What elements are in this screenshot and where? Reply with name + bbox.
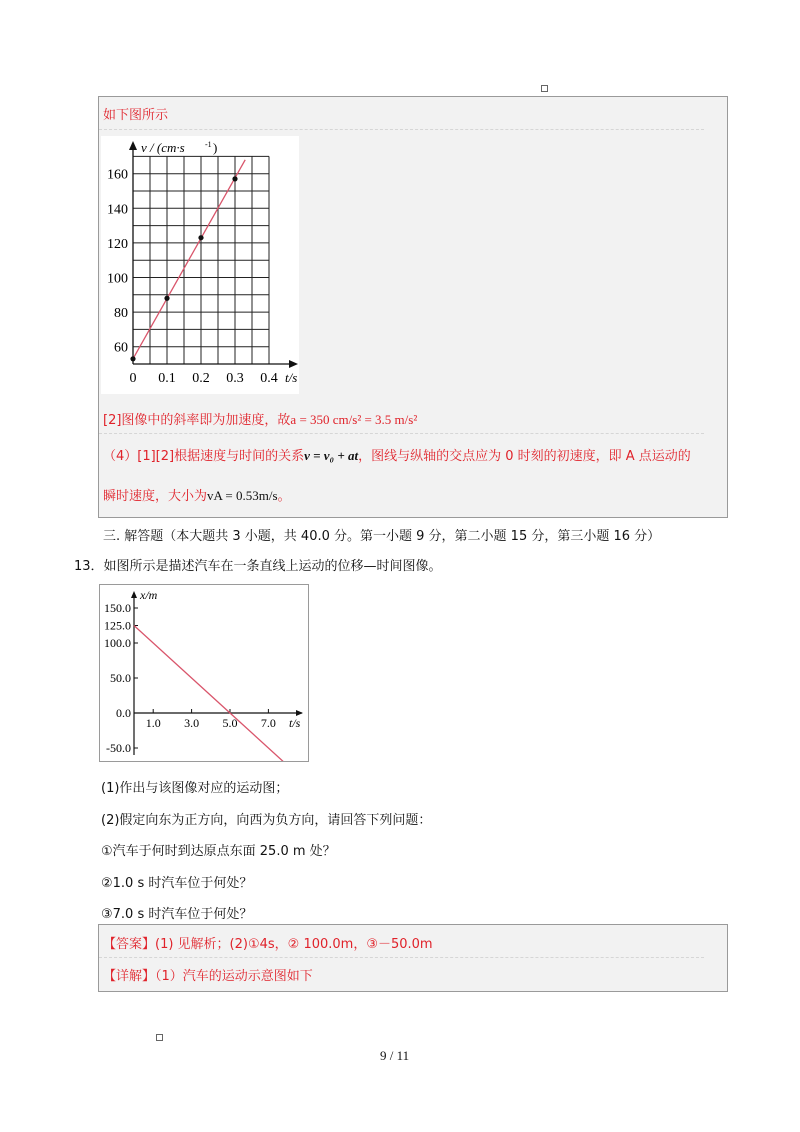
- answer-text: 【答案】(1) 见解析；(2)①4s，② 100.0m，③－50.0m: [103, 937, 433, 952]
- y-tick-label: 0.0: [116, 706, 131, 720]
- y-tick-label: 120: [107, 236, 128, 252]
- x-tick-label: 3.0: [184, 716, 200, 730]
- y-axis-label-close: ): [213, 140, 218, 155]
- data-point: [130, 356, 135, 361]
- position-time-chart: [100, 585, 308, 761]
- sub-question-2: (2)假定向东为正方向，向西为负方向，请回答下列问题：: [101, 813, 432, 828]
- x-tick-label: 1.0: [145, 716, 161, 730]
- detail-text: 【详解】（1）汽车的运动示意图如下: [103, 969, 313, 984]
- y-axis-arrow: [131, 591, 137, 598]
- y-tick-label: 60: [114, 340, 128, 356]
- data-point: [164, 296, 169, 301]
- sub-question-1: (1)作出与该图像对应的运动图；: [101, 781, 289, 796]
- y-axis-label: v / (cm·s: [141, 140, 185, 155]
- x-tick-label: 0.2: [192, 371, 210, 386]
- velocity-time-graph: [101, 136, 299, 394]
- relation-line: [103, 445, 691, 464]
- slope-formula: a = 350 cm/s² = 3.5 m/s²: [290, 412, 418, 427]
- instant-prefix: 瞬时速度，大小为: [103, 489, 208, 504]
- answer-box-1: [98, 96, 728, 518]
- anchor-marker: [541, 85, 548, 92]
- y-tick-label: 100.0: [104, 636, 131, 650]
- slope-line: [103, 409, 417, 428]
- instant-suffix: 。: [277, 489, 291, 504]
- position-line: [134, 626, 288, 762]
- y-tick-label: 80: [114, 306, 128, 322]
- x-axis-label: t/s: [285, 370, 298, 385]
- x-axis-arrow: [289, 360, 298, 368]
- divider: [99, 957, 704, 958]
- relation-prefix: （4）[1][2]根据速度与时间的关系: [103, 449, 305, 464]
- page-number: 9 / 11: [380, 1048, 410, 1063]
- question-number: 13．: [74, 559, 104, 574]
- x-tick-label: 5.0: [222, 716, 238, 730]
- data-point: [198, 235, 203, 240]
- question-a: ①汽车于何时到达原点东面 25.0 m 处？: [101, 844, 336, 859]
- relation-formula: v = v₀ + at: [304, 448, 359, 463]
- position-time-graph: [99, 584, 309, 762]
- y-tick-label: 125.0: [104, 618, 131, 633]
- section-heading: 三. 解答题（本大题共 3 小题，共 40.0 分。第一小题 9 分，第二小题 15 分，第三小题 16 分）: [103, 529, 661, 544]
- question-c: ③7.0 s 时汽车位于何处？: [101, 907, 253, 922]
- y-tick-label: 100: [107, 271, 128, 287]
- divider: [99, 433, 704, 434]
- y-axis-arrow: [129, 141, 137, 150]
- y-axis-label: x/m: [140, 588, 158, 602]
- x-tick-label: 0.1: [158, 371, 176, 386]
- slope-text: [2]图像中的斜率即为加速度，故: [103, 413, 291, 428]
- x-tick-label: 0: [129, 371, 137, 386]
- instant-formula: vA = 0.53m/s: [207, 488, 278, 503]
- x-tick-label: 0.4: [260, 371, 278, 386]
- y-tick-label: 150.0: [104, 601, 131, 615]
- instant-velocity-line: [103, 485, 291, 504]
- y-tick-label: 160: [107, 167, 128, 183]
- x-tick-label: 0.3: [226, 371, 244, 386]
- x-tick-label: 7.0: [260, 716, 276, 730]
- answer-intro: 如下图所示: [103, 108, 169, 123]
- question-13: [74, 555, 442, 574]
- y-axis-label-exponent: -1: [205, 140, 212, 149]
- x-axis-label: t/s: [289, 716, 301, 730]
- answer-box-2: [98, 924, 728, 992]
- relation-suffix: ，图线与纵轴的交点应为 0 时刻的初速度，即 A 点运动的: [358, 449, 691, 464]
- y-tick-label: 140: [107, 202, 128, 218]
- question-b: ②1.0 s 时汽车位于何处？: [101, 876, 253, 891]
- y-tick-label: -50.0: [106, 741, 131, 755]
- y-tick-label: 50.0: [110, 671, 131, 685]
- divider: [99, 129, 704, 130]
- anchor-marker: [156, 1034, 163, 1041]
- data-point: [232, 176, 237, 181]
- question-text: 如图所示是描述汽车在一条直线上运动的位移—时间图像。: [103, 559, 442, 574]
- velocity-time-chart: [101, 136, 299, 394]
